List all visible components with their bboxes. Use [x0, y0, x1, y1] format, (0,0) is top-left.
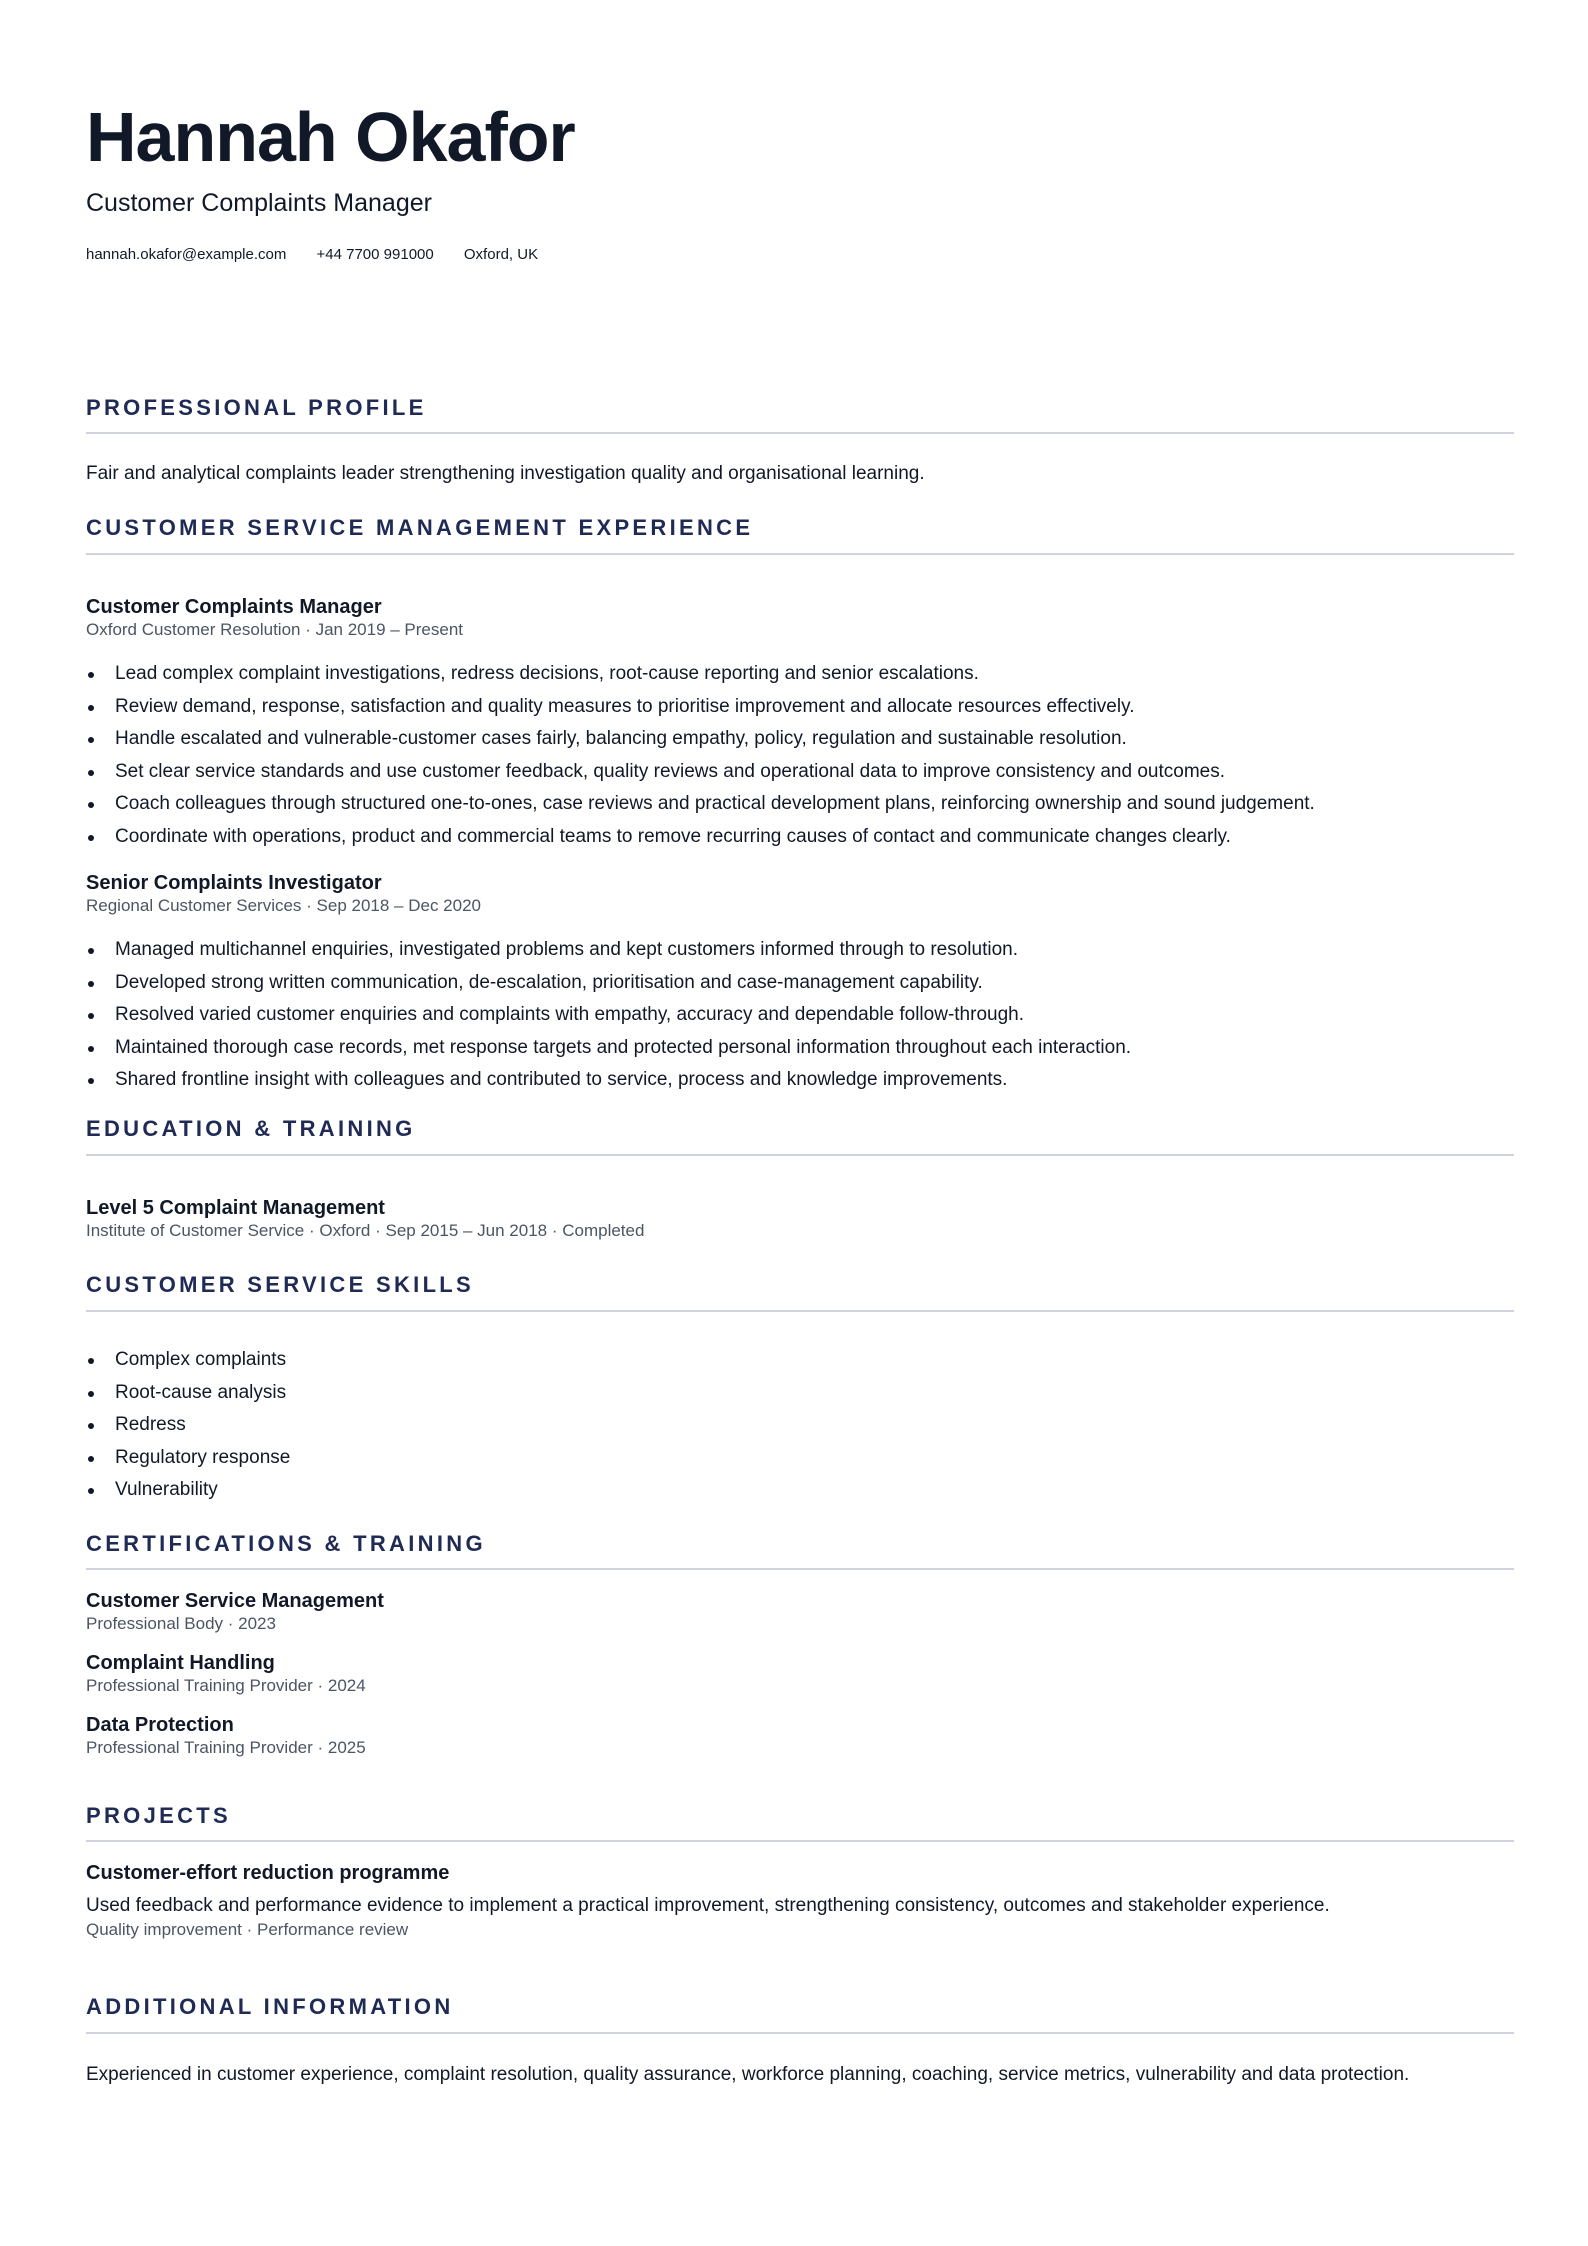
project-title: Customer-effort reduction programme — [86, 1862, 450, 1884]
section-heading-skills: CUSTOMER SERVICE SKILLS — [86, 1272, 475, 1297]
list-item: Maintained thorough case records, met response targets and protected personal information throughout each interaction. — [86, 1032, 1131, 1065]
section-divider — [86, 553, 1514, 555]
list-item: Lead complex complaint investigations, redress decisions, root-cause reporting and senior escalations. — [86, 658, 1315, 691]
section-divider — [86, 1154, 1514, 1156]
section-divider — [86, 1840, 1514, 1842]
list-item: Handle escalated and vulnerable-customer cases fairly, balancing empathy, policy, regulation and sustainable resolution. — [86, 723, 1315, 756]
candidate-name: Hannah Okafor — [86, 98, 575, 176]
list-item: Complex complaints — [86, 1344, 290, 1377]
section-heading-additional: ADDITIONAL INFORMATION — [86, 1994, 454, 2019]
list-item: Vulnerability — [86, 1474, 290, 1507]
education-title: Level 5 Complaint Management — [86, 1197, 385, 1219]
section-heading-education: EDUCATION & TRAINING — [86, 1116, 416, 1141]
section-divider — [86, 1568, 1514, 1570]
section-divider — [86, 2032, 1514, 2034]
project-tags: Quality improvement · Performance review — [86, 1920, 409, 1939]
certification-title: Complaint Handling — [86, 1652, 275, 1674]
job-bullets — [86, 658, 1315, 853]
contact-email: hannah.okafor@example.com — [86, 246, 287, 263]
certification-meta: Professional Training Provider · 2024 — [86, 1676, 366, 1695]
list-item: Redress — [86, 1409, 290, 1442]
certification-title: Customer Service Management — [86, 1590, 384, 1612]
certification-meta: Professional Training Provider · 2025 — [86, 1738, 366, 1757]
section-heading-certifications: CERTIFICATIONS & TRAINING — [86, 1531, 486, 1556]
contact-phone: +44 7700 991000 — [316, 246, 434, 263]
list-item: Root-cause analysis — [86, 1377, 290, 1410]
list-item: Set clear service standards and use customer feedback, quality reviews and operational data to improve consistency and outcomes. — [86, 756, 1315, 789]
candidate-title: Customer Complaints Manager — [86, 189, 432, 217]
job-role: Senior Complaints Investigator — [86, 872, 382, 894]
additional-info: Experienced in customer experience, complaint resolution, quality assurance, workforce planning, coaching, service metrics, vulnerability and data protection. — [86, 2064, 1410, 2085]
list-item: Developed strong written communication, de-escalation, prioritisation and case-management capability. — [86, 967, 1131, 1000]
list-item: Coordinate with operations, product and commercial teams to remove recurring causes of contact and communicate changes clearly. — [86, 821, 1315, 854]
list-item: Resolved varied customer enquiries and complaints with empathy, accuracy and dependable follow-through. — [86, 999, 1131, 1032]
section-heading-projects: PROJECTS — [86, 1803, 231, 1828]
list-item: Managed multichannel enquiries, investigated problems and kept customers informed through to resolution. — [86, 934, 1131, 967]
list-item: Coach colleagues through structured one-to-ones, case reviews and practical development plans, reinforcing ownership and sound judgement. — [86, 788, 1315, 821]
contact-location: Oxford, UK — [463, 246, 539, 263]
skills-list — [86, 1344, 290, 1507]
job-bullets — [86, 934, 1131, 1097]
job-role: Customer Complaints Manager — [86, 596, 382, 618]
section-heading-experience: CUSTOMER SERVICE MANAGEMENT EXPERIENCE — [86, 515, 754, 540]
list-item: Shared frontline insight with colleagues and contributed to service, process and knowledge improvements. — [86, 1064, 1131, 1097]
section-heading-profile: PROFESSIONAL PROFILE — [86, 395, 427, 420]
section-divider — [86, 432, 1514, 434]
list-item: Regulatory response — [86, 1442, 290, 1475]
profile-summary: Fair and analytical complaints leader strengthening investigation quality and organisational learning. — [86, 463, 925, 484]
job-meta: Oxford Customer Resolution · Jan 2019 – Present — [86, 620, 464, 639]
list-item: Review demand, response, satisfaction and quality measures to prioritise improvement and allocate resources effectively. — [86, 691, 1315, 724]
contact-line — [86, 244, 564, 266]
certification-title: Data Protection — [86, 1714, 234, 1736]
project-description: Used feedback and performance evidence to implement a practical improvement, strengthening consistency, outcomes and stakeholder experience. — [86, 1895, 1330, 1916]
section-divider — [86, 1310, 1514, 1312]
job-meta: Regional Customer Services · Sep 2018 – Dec 2020 — [86, 896, 481, 915]
education-meta: Institute of Customer Service · Oxford · Sep 2015 – Jun 2018 · Completed — [86, 1221, 645, 1240]
certification-meta: Professional Body · 2023 — [86, 1614, 276, 1633]
